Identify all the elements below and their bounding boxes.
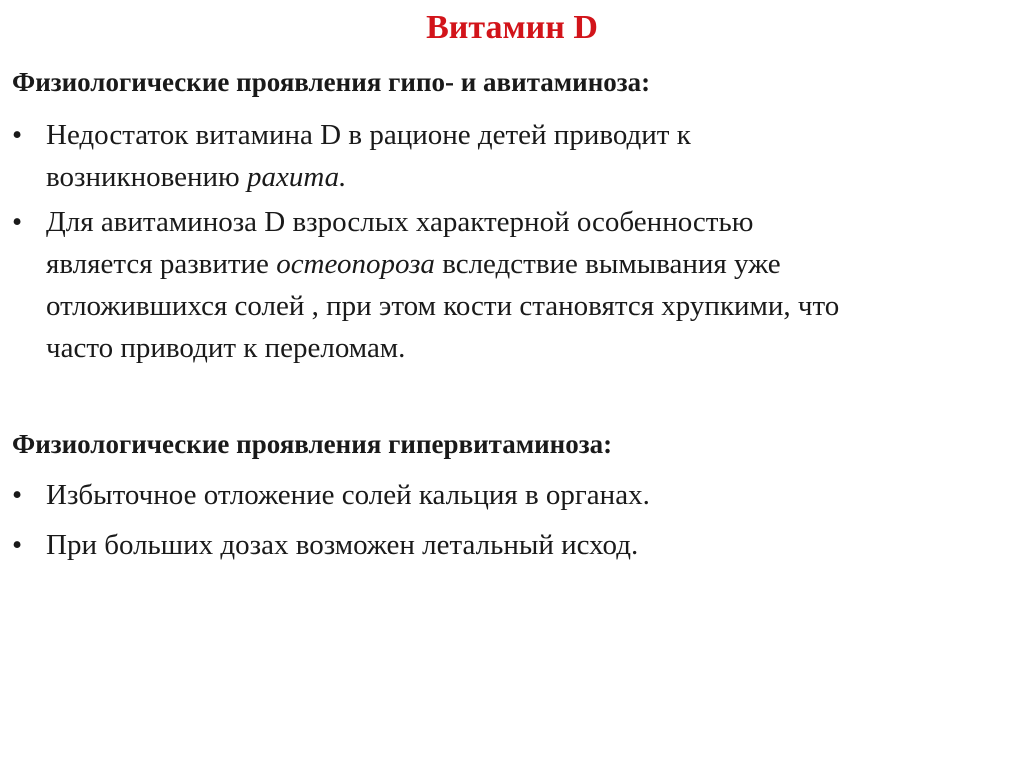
bullet-marker: • bbox=[12, 479, 23, 511]
bullet-text bbox=[46, 114, 1012, 198]
bullet-text bbox=[46, 524, 1012, 566]
bullet-marker: • bbox=[12, 529, 23, 561]
bullet-line: отложившихся солей , при этом кости становятся хрупкими, что bbox=[46, 290, 840, 322]
emphasis-term: рахита. bbox=[246, 161, 347, 193]
bullet-line: часто приводит к переломам. bbox=[46, 332, 406, 364]
bullet-text bbox=[46, 474, 1012, 516]
text-run: является развитие bbox=[46, 248, 277, 280]
bullet-line: Недостаток витамина D в рационе детей приводит к bbox=[46, 119, 691, 151]
list-item bbox=[12, 524, 1012, 566]
section-heading-hypovitaminosis: Физиологические проявления гипо- и авитаминоза: bbox=[12, 67, 651, 97]
emphasis-term: остеопороза bbox=[276, 248, 435, 280]
bullet-line: Для авитаминоза D взрослых характерной особенностью bbox=[46, 206, 754, 238]
bullet-marker: • bbox=[12, 206, 23, 238]
slide-title: Витамин D bbox=[426, 9, 598, 46]
section-heading-hypervitaminosis: Физиологические проявления гипервитаминоза: bbox=[12, 429, 613, 459]
list-item bbox=[12, 474, 1012, 516]
bullet-line bbox=[46, 156, 1012, 198]
bullet-line: Избыточное отложение солей кальция в органах. bbox=[46, 479, 650, 511]
text-run: возникновению bbox=[46, 161, 247, 193]
text-run: вследствие вымывания уже bbox=[434, 248, 781, 280]
bullet-text bbox=[46, 201, 1012, 369]
list-item bbox=[12, 114, 1012, 198]
bullet-marker: • bbox=[12, 119, 23, 151]
bullet-line bbox=[46, 243, 1012, 285]
list-item bbox=[12, 201, 1012, 369]
bullet-line: При больших дозах возможен летальный исход. bbox=[46, 529, 639, 561]
